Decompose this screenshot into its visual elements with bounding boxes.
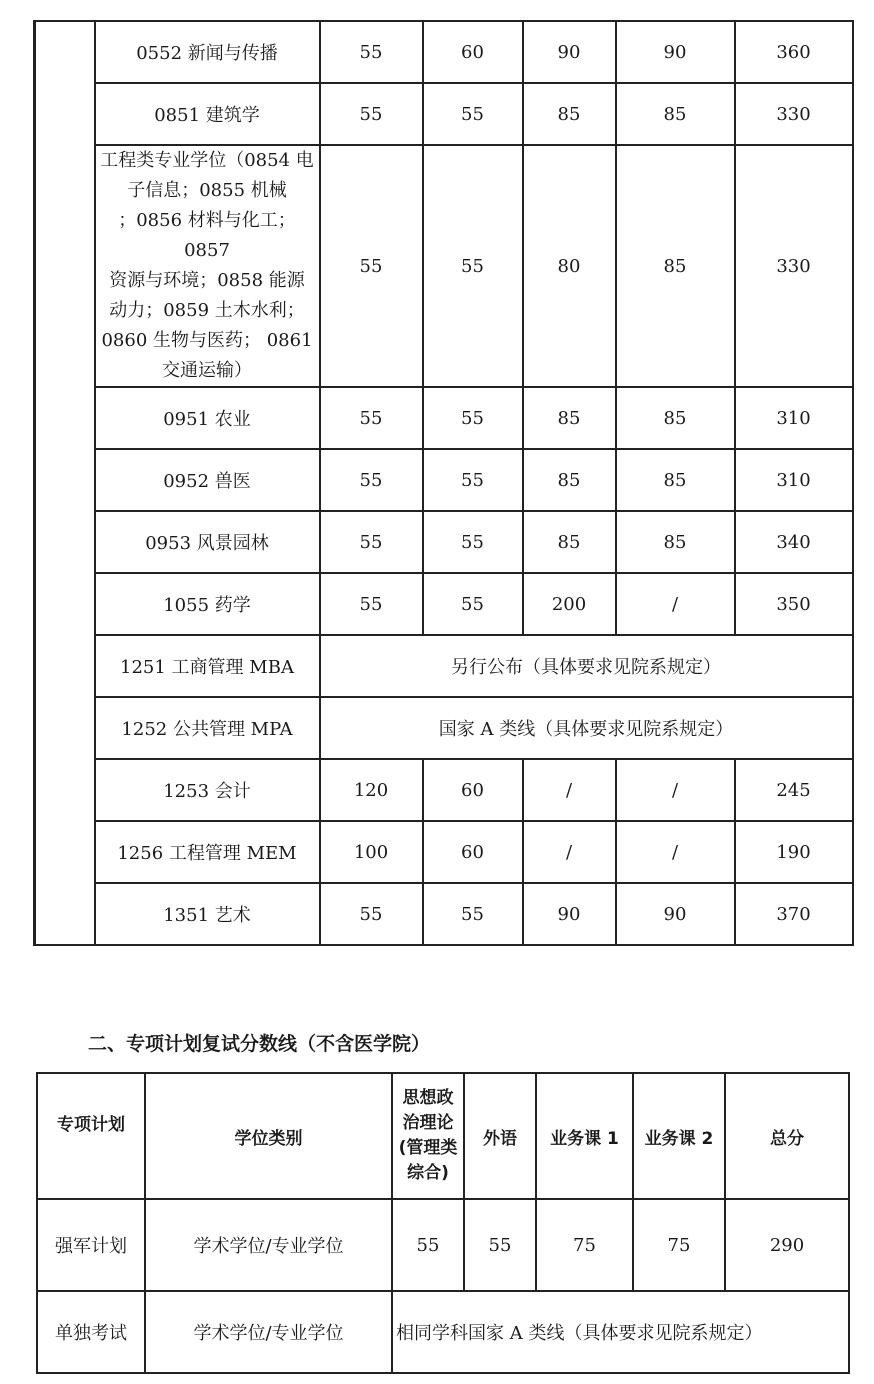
program-cell: 1256 工程管理 MEM — [95, 821, 320, 883]
program-line: 0860 生物与医药； 0861 — [101, 330, 313, 351]
program-line: 交通运输） — [162, 360, 252, 381]
foreign-score: 60 — [423, 21, 523, 83]
program-cell: 0952 兽医 — [95, 449, 320, 511]
plan-cell: 单独考试 — [37, 1291, 145, 1373]
course2-score: 90 — [616, 883, 735, 945]
course2-score: 75 — [633, 1199, 725, 1291]
foreign-score: 55 — [423, 883, 523, 945]
program-cell: 1252 公共管理 MPA — [95, 697, 320, 759]
politics-score: 100 — [320, 821, 423, 883]
course1-score: 200 — [523, 573, 616, 635]
course2-score: / — [616, 759, 735, 821]
program-cell: 1351 艺术 — [95, 883, 320, 945]
course1-score: 85 — [523, 387, 616, 449]
total-score: 310 — [735, 449, 853, 511]
foreign-score: 55 — [423, 449, 523, 511]
header-line: 综合) — [407, 1163, 449, 1183]
program-cell: 0552 新闻与传播 — [95, 21, 320, 83]
section-heading: 二、专项计划复试分数线（不含医学院） — [88, 1033, 431, 1055]
course2-score: / — [616, 573, 735, 635]
table-row — [35, 759, 853, 821]
total-score: 290 — [725, 1199, 849, 1291]
program-cell: 0851 建筑学 — [95, 83, 320, 145]
course2-score: 85 — [616, 511, 735, 573]
degree-cell: 学术学位/专业学位 — [145, 1291, 392, 1373]
course2-score: 90 — [616, 21, 735, 83]
category-cell — [35, 21, 95, 945]
politics-score: 55 — [320, 449, 423, 511]
merged-note-cell: 相同学科国家 A 类线（具体要求见院系规定） — [392, 1291, 849, 1373]
table-row — [35, 573, 853, 635]
total-score: 310 — [735, 387, 853, 449]
table-row — [37, 1291, 849, 1373]
politics-score: 120 — [320, 759, 423, 821]
course1-score: 85 — [523, 83, 616, 145]
course2-score: 85 — [616, 83, 735, 145]
total-score: 340 — [735, 511, 853, 573]
course1-score: 90 — [523, 21, 616, 83]
course1-score: / — [523, 821, 616, 883]
table-row — [35, 511, 853, 573]
politics-score: 55 — [320, 511, 423, 573]
course1-score: 85 — [523, 511, 616, 573]
table-row — [35, 83, 853, 145]
foreign-score: 60 — [423, 821, 523, 883]
merged-note-cell: 国家 A 类线（具体要求见院系规定） — [320, 697, 853, 759]
course2-score: / — [616, 821, 735, 883]
course2-score: 85 — [616, 145, 735, 387]
table-row — [35, 697, 853, 759]
header-degree: 学位类别 — [145, 1073, 392, 1199]
foreign-score: 60 — [423, 759, 523, 821]
table-row — [37, 1199, 849, 1291]
table-row — [35, 387, 853, 449]
course1-score: 85 — [523, 449, 616, 511]
foreign-score: 55 — [423, 145, 523, 387]
total-score: 190 — [735, 821, 853, 883]
total-score: 350 — [735, 573, 853, 635]
plan-cell: 强军计划 — [37, 1199, 145, 1291]
program-cell: 1251 工商管理 MBA — [95, 635, 320, 697]
header-course2: 业务课 2 — [633, 1073, 725, 1199]
header-row — [37, 1073, 849, 1199]
program-cell: 1253 会计 — [95, 759, 320, 821]
foreign-score: 55 — [423, 573, 523, 635]
course1-score: 75 — [536, 1199, 633, 1291]
politics-score: 55 — [320, 83, 423, 145]
politics-score: 55 — [320, 21, 423, 83]
course2-score: 85 — [616, 449, 735, 511]
foreign-score: 55 — [464, 1199, 536, 1291]
total-score: 330 — [735, 145, 853, 387]
table-row — [35, 635, 853, 697]
course1-score: 80 — [523, 145, 616, 387]
total-score: 370 — [735, 883, 853, 945]
merged-note-cell: 另行公布（具体要求见院系规定） — [320, 635, 853, 697]
header-foreign: 外语 — [464, 1073, 536, 1199]
program-line: ；0856 材料与化工；0857 — [118, 210, 296, 261]
header-line: 治理论 — [402, 1113, 454, 1133]
program-line: 动力；0859 土木水利； — [109, 300, 305, 321]
table-row — [35, 449, 853, 511]
foreign-score: 55 — [423, 387, 523, 449]
header-plan: 专项计划 — [37, 1073, 145, 1199]
header-course1: 业务课 1 — [536, 1073, 633, 1199]
program-line: 子信息；0855 机械 — [127, 180, 287, 201]
course1-score: 90 — [523, 883, 616, 945]
foreign-score: 55 — [423, 511, 523, 573]
table-row — [35, 883, 853, 945]
table-row — [35, 821, 853, 883]
program-line: 工程类专业学位（0854 电 — [100, 150, 314, 171]
degree-cell: 学术学位/专业学位 — [145, 1199, 392, 1291]
table-row — [35, 145, 853, 387]
header-line: 思想政 — [402, 1088, 454, 1108]
total-score: 245 — [735, 759, 853, 821]
foreign-score: 55 — [423, 83, 523, 145]
score-table-professional — [33, 20, 854, 946]
table-row — [35, 21, 853, 83]
politics-score: 55 — [320, 145, 423, 387]
program-line: 资源与环境；0858 能源 — [109, 270, 305, 291]
program-cell: 1055 药学 — [95, 573, 320, 635]
politics-score: 55 — [320, 387, 423, 449]
score-table-special-plans — [36, 1072, 850, 1374]
program-cell: 0953 风景园林 — [95, 511, 320, 573]
header-politics — [392, 1073, 464, 1199]
politics-score: 55 — [320, 883, 423, 945]
politics-score: 55 — [392, 1199, 464, 1291]
header-total: 总分 — [725, 1073, 849, 1199]
program-cell: 0951 农业 — [95, 387, 320, 449]
course2-score: 85 — [616, 387, 735, 449]
total-score: 330 — [735, 83, 853, 145]
program-cell — [95, 145, 320, 387]
politics-score: 55 — [320, 573, 423, 635]
course1-score: / — [523, 759, 616, 821]
total-score: 360 — [735, 21, 853, 83]
header-line: (管理类 — [398, 1138, 458, 1158]
